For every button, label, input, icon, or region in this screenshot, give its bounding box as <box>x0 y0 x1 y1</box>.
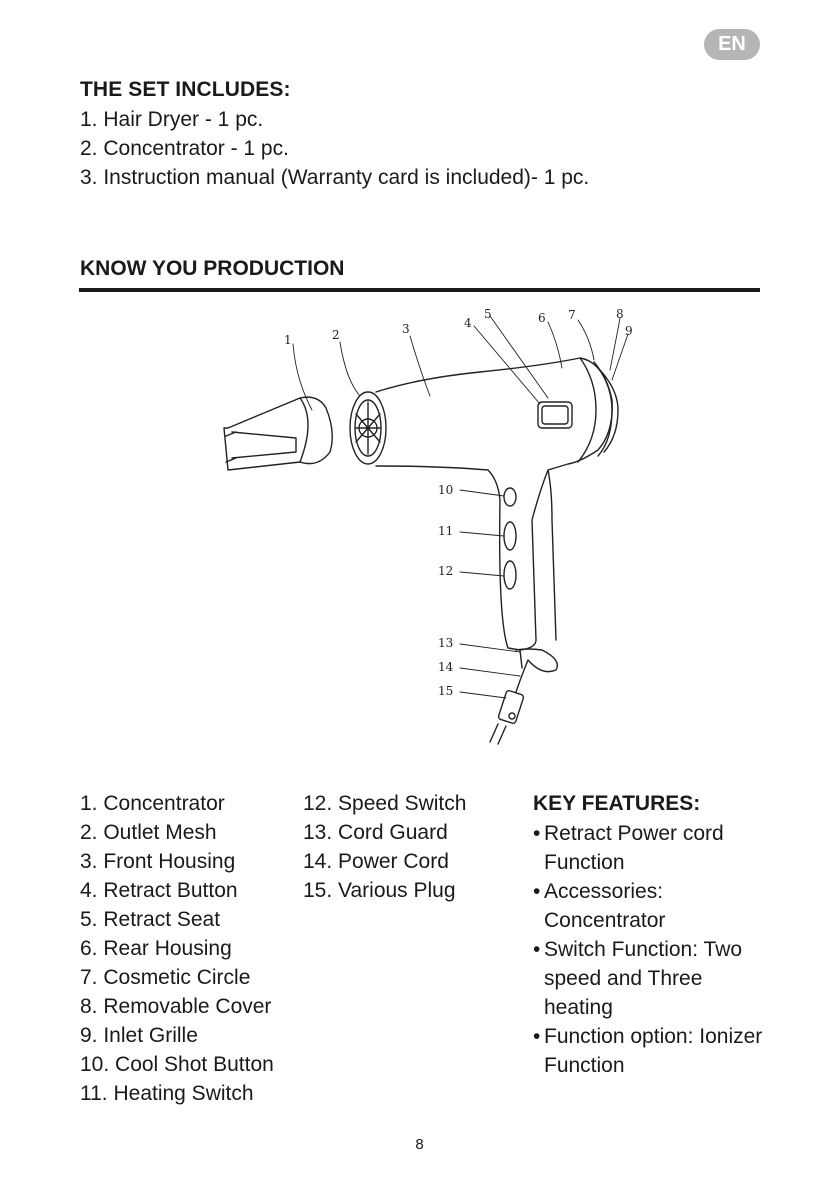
callout-label: 11 <box>438 524 454 538</box>
parts-list-column-2 <box>303 789 466 905</box>
concentrator-illustration <box>224 397 332 470</box>
key-features-list <box>533 819 773 1080</box>
power-cord-illustration <box>490 649 557 744</box>
list-item: 5. Retract Seat <box>80 908 221 931</box>
list-item: • Retract Power cord Function <box>533 819 773 877</box>
callout-label: 10 <box>438 483 454 497</box>
set-includes-heading: THE SET INCLUDES: <box>80 78 291 101</box>
list-item: 14. Power Cord <box>303 850 449 873</box>
list-item: 13. Cord Guard <box>303 821 448 844</box>
key-features-heading: KEY FEATURES: <box>533 792 701 815</box>
list-item: • Switch Function: Two speed and Three heating <box>533 935 773 1022</box>
list-item: 6. Rear Housing <box>80 937 232 960</box>
callout-lines <box>293 316 628 698</box>
hair-dryer-diagram <box>200 300 640 770</box>
parts-list-column-1 <box>80 789 274 1108</box>
list-item: 12. Speed Switch <box>303 792 467 815</box>
list-item: 4. Retract Button <box>80 879 238 902</box>
dryer-body-illustration <box>376 358 618 650</box>
page-number: 8 <box>415 1136 424 1153</box>
list-item: 2. Concentrator - 1 pc. <box>80 137 289 160</box>
list-item: 8. Removable Cover <box>80 995 272 1018</box>
callout-label: 15 <box>438 684 454 698</box>
list-item: 11. Heating Switch <box>80 1082 254 1105</box>
callout-label: 2 <box>332 328 340 342</box>
callout-labels <box>284 307 633 698</box>
list-item: 15. Various Plug <box>303 879 456 902</box>
callout-label: 13 <box>438 636 454 650</box>
list-item: • Accessories: Concentrator <box>533 877 773 935</box>
callout-label: 1 <box>284 333 292 347</box>
callout-label: 5 <box>484 307 492 321</box>
callout-label: 12 <box>438 564 454 578</box>
callout-label: 3 <box>402 322 410 336</box>
set-includes-list <box>80 105 589 192</box>
list-item: 9. Inlet Grille <box>80 1024 198 1047</box>
language-badge: EN <box>704 29 760 60</box>
list-item: 2. Outlet Mesh <box>80 821 217 844</box>
list-item: 1. Hair Dryer - 1 pc. <box>80 108 264 131</box>
section-divider <box>79 288 760 292</box>
list-item: 3. Front Housing <box>80 850 236 873</box>
callout-label: 4 <box>464 316 472 330</box>
outlet-mesh-illustration <box>350 392 386 464</box>
list-item: 1. Concentrator <box>80 792 225 815</box>
list-item: 10. Cool Shot Button <box>80 1053 274 1076</box>
callout-label: 9 <box>625 324 633 338</box>
callout-label: 8 <box>616 307 624 321</box>
list-item: 3. Instruction manual (Warranty card is included)- 1 pc. <box>80 166 590 189</box>
callout-label: 14 <box>438 660 454 674</box>
callout-label: 6 <box>538 311 546 325</box>
know-production-heading: KNOW YOU PRODUCTION <box>80 257 345 280</box>
list-item: 7. Cosmetic Circle <box>80 966 251 989</box>
list-item: • Function option: Ionizer Function <box>533 1022 773 1080</box>
callout-label: 7 <box>568 308 576 322</box>
